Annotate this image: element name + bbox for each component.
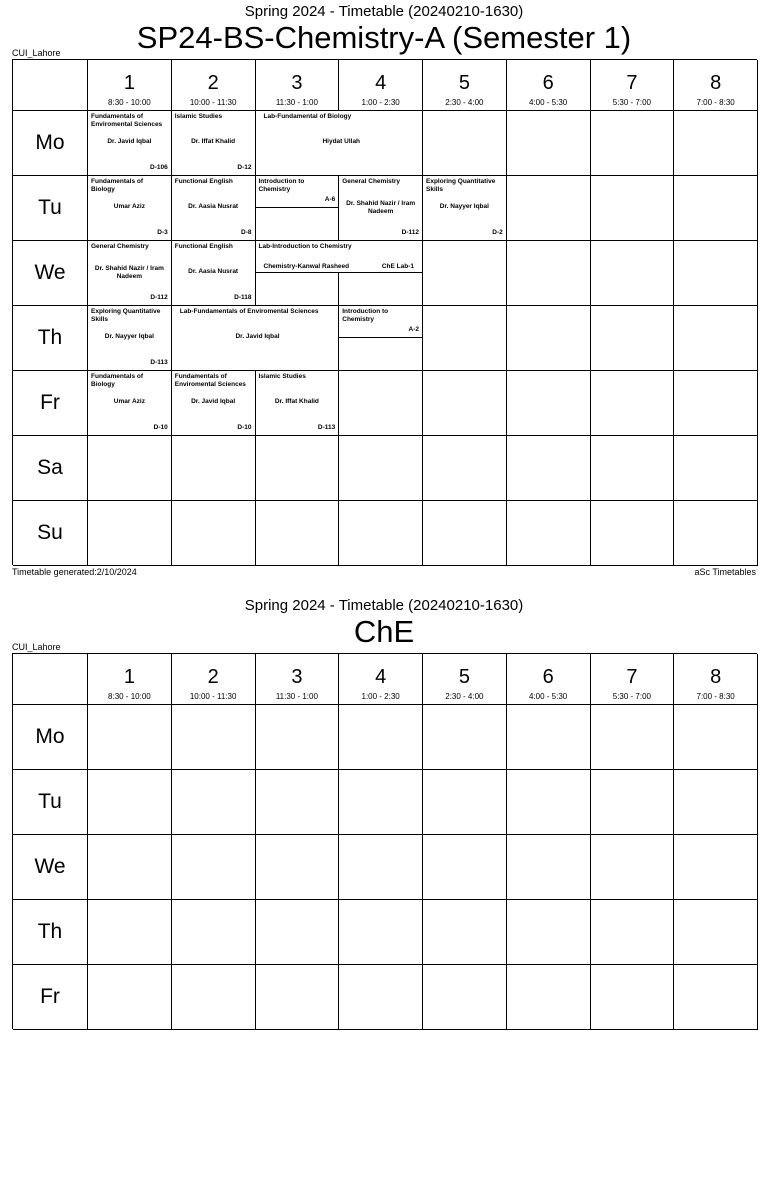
day-header-mo: Mo <box>13 705 88 770</box>
lesson-room: D-112 <box>150 294 168 301</box>
lesson-subject: Fundamentals of Biology <box>91 373 144 388</box>
day-header-tu: Tu <box>13 770 88 835</box>
period-time: 10:00 - 11:30 <box>189 692 237 701</box>
timetable-slot[interactable] <box>88 900 172 965</box>
lesson-subject: Lab-Fundamental of Biology <box>263 113 352 120</box>
lesson-room: D-3 <box>157 229 168 236</box>
timetable-slot[interactable] <box>591 835 675 900</box>
school-name: CUI_Lahore <box>12 642 61 652</box>
timetable-slot[interactable] <box>591 705 675 770</box>
timetable-slot[interactable] <box>88 770 172 835</box>
lesson-room: D-8 <box>241 229 252 236</box>
lesson-card[interactable] <box>256 176 340 208</box>
timetable-slot[interactable] <box>423 835 507 900</box>
timetable-slot[interactable] <box>88 436 172 501</box>
lesson-card[interactable] <box>88 176 172 241</box>
timetable-slot[interactable] <box>591 770 675 835</box>
timetable-sheet <box>0 594 768 1188</box>
lesson-subject: Lab-Fundamentals of Enviromental Sciences <box>179 308 319 315</box>
period-number: 6 <box>542 666 554 688</box>
timetable-title: SP24-BS-Chemistry-A (Semester 1) <box>136 20 632 55</box>
timetable-slot[interactable] <box>88 705 172 770</box>
lesson-card[interactable] <box>172 306 340 371</box>
timetable-slot[interactable] <box>88 965 172 1030</box>
period-number: 7 <box>626 666 638 688</box>
timetable-slot[interactable] <box>423 900 507 965</box>
period-number: 5 <box>458 72 470 94</box>
period-number: 8 <box>710 666 722 688</box>
timetable-slot[interactable] <box>674 501 758 566</box>
timetable-subtitle: Spring 2024 - Timetable (20240210-1630) <box>244 3 524 20</box>
lesson-teacher: Dr. Javid Iqbal <box>107 138 152 145</box>
timetable-slot[interactable] <box>423 965 507 1030</box>
timetable-slot[interactable] <box>423 501 507 566</box>
period-time: 5:30 - 7:00 <box>612 98 651 107</box>
lesson-room: A-6 <box>324 196 336 203</box>
period-number: 5 <box>458 666 470 688</box>
timetable-slot[interactable] <box>423 241 507 306</box>
lesson-subject: Islamic Studies <box>174 113 223 120</box>
lesson-subject: Exploring Quantitative Skills <box>91 308 161 323</box>
period-header-4 <box>339 654 423 705</box>
day-header-fr: Fr <box>13 965 88 1030</box>
lesson-room: A-2 <box>408 326 419 333</box>
lesson-card[interactable] <box>172 111 256 176</box>
period-number: 6 <box>542 72 554 94</box>
timetable-slot[interactable] <box>507 835 591 900</box>
lesson-subject: Functional English <box>174 243 233 250</box>
period-time: 8:30 - 10:00 <box>108 98 151 107</box>
timetable-slot[interactable] <box>88 501 172 566</box>
lesson-card[interactable] <box>172 371 256 436</box>
period-time: 2:30 - 4:00 <box>445 98 484 107</box>
timetable-slot[interactable] <box>339 965 423 1030</box>
timetable-slot[interactable] <box>172 900 256 965</box>
day-header-we: We <box>13 241 88 306</box>
lesson-subject: Lab-Introduction to Chemistry <box>258 243 352 250</box>
lesson-teacher: Dr. Shahid Nazir / Iram Nadeem <box>346 200 416 215</box>
period-time: 10:00 - 11:30 <box>189 98 237 107</box>
timetable-slot[interactable] <box>507 371 591 436</box>
school-name: CUI_Lahore <box>12 48 61 58</box>
timetable-slot[interactable] <box>507 241 591 306</box>
lesson-teacher: Dr. Iffat Khalid <box>274 398 319 405</box>
timetable-subtitle: Spring 2024 - Timetable (20240210-1630) <box>244 597 524 614</box>
lesson-teacher: Dr. Shahid Nazir / Iram Nadeem <box>94 265 164 280</box>
period-time: 8:30 - 10:00 <box>108 692 151 701</box>
period-number: 3 <box>291 72 303 94</box>
period-header-8 <box>674 60 758 111</box>
day-header-su: Su <box>13 501 88 566</box>
timetable-slot[interactable] <box>339 501 423 566</box>
lesson-subject: General Chemistry <box>342 178 401 185</box>
lesson-room: D-10 <box>237 424 252 431</box>
timetable-slot[interactable] <box>339 770 423 835</box>
timetable-slot[interactable] <box>423 770 507 835</box>
timetable-slot[interactable] <box>172 436 256 501</box>
period-time: 11:30 - 1:00 <box>275 98 318 107</box>
period-header-3 <box>256 654 340 705</box>
lesson-teacher: Dr. Iffat Khalid <box>191 138 236 145</box>
period-header-1 <box>88 60 172 111</box>
lesson-card[interactable] <box>423 176 507 241</box>
lesson-teacher: Dr. Nayyer Iqbal <box>439 203 489 210</box>
lesson-card[interactable] <box>256 371 340 436</box>
timetable-slot[interactable] <box>423 111 507 176</box>
period-time: 1:00 - 2:30 <box>361 692 400 701</box>
timetable-slot[interactable] <box>423 306 507 371</box>
lesson-room: D-10 <box>153 424 168 431</box>
timetable-slot[interactable] <box>674 965 758 1030</box>
lesson-subject: Exploring Quantitative Skills <box>426 178 496 193</box>
timetable-slot[interactable] <box>674 306 758 371</box>
lesson-card[interactable] <box>339 306 423 338</box>
lesson-card[interactable] <box>256 111 424 176</box>
timetable-slot[interactable] <box>507 111 591 176</box>
lesson-teacher: Dr. Aasia Nusrat <box>188 203 239 210</box>
timetable-slot[interactable] <box>674 436 758 501</box>
lesson-teacher: Dr. Aasia Nusrat <box>188 268 239 275</box>
timetable-slot[interactable] <box>256 501 340 566</box>
timetable-grid <box>12 653 757 1029</box>
timetable-slot[interactable] <box>674 176 758 241</box>
lesson-card[interactable] <box>88 306 172 371</box>
timetable-slot[interactable] <box>339 705 423 770</box>
lesson-room: D-113 <box>150 359 168 366</box>
timetable-slot[interactable] <box>591 436 675 501</box>
timetable-slot[interactable] <box>591 176 675 241</box>
timetable-slot[interactable] <box>256 436 340 501</box>
lesson-card[interactable] <box>88 111 172 176</box>
period-header-5 <box>423 654 507 705</box>
lesson-room: D-106 <box>150 164 168 171</box>
timetable-slot[interactable] <box>674 835 758 900</box>
timetable-slot[interactable] <box>339 436 423 501</box>
timetable-slot[interactable] <box>256 965 340 1030</box>
lesson-teacher: Dr. Javid Iqbal <box>235 333 280 340</box>
lesson-card[interactable] <box>172 176 256 241</box>
lesson-card[interactable] <box>256 241 424 273</box>
lesson-card[interactable] <box>339 176 423 241</box>
lesson-teacher: Dr. Nayyer Iqbal <box>104 333 154 340</box>
timetable-slot[interactable] <box>507 770 591 835</box>
timetable-slot[interactable] <box>591 241 675 306</box>
timetable-grid <box>12 59 757 565</box>
timetable-slot[interactable] <box>172 835 256 900</box>
period-header-5 <box>423 60 507 111</box>
timetable-slot[interactable] <box>507 306 591 371</box>
timetable-slot[interactable] <box>507 900 591 965</box>
timetable-slot[interactable] <box>591 965 675 1030</box>
lesson-card[interactable] <box>172 241 256 306</box>
period-number: 2 <box>207 666 219 688</box>
period-header-7 <box>591 60 675 111</box>
lesson-room: D-118 <box>234 294 252 301</box>
timetable-title: ChE <box>353 614 415 649</box>
timetable-slot[interactable] <box>423 705 507 770</box>
lesson-teacher: Umar Aziz <box>113 398 145 405</box>
period-header-6 <box>507 654 591 705</box>
timetable-slot[interactable] <box>507 176 591 241</box>
generated-date: Timetable generated:2/10/2024 <box>12 567 137 577</box>
lesson-subject: Introduction to Chemistry <box>258 178 305 193</box>
period-time: 7:00 - 8:30 <box>696 692 735 701</box>
period-number: 4 <box>375 72 387 94</box>
lesson-card[interactable] <box>88 371 172 436</box>
grid-corner-cell <box>13 60 88 111</box>
period-number: 3 <box>291 666 303 688</box>
lesson-teacher: Hiydat Ullah <box>322 138 361 145</box>
period-header-6 <box>507 60 591 111</box>
period-header-7 <box>591 654 675 705</box>
lesson-room: D-12 <box>237 164 252 171</box>
timetable-slot[interactable] <box>256 770 340 835</box>
timetable-slot[interactable] <box>507 436 591 501</box>
timetable-slot[interactable] <box>674 900 758 965</box>
period-header-4 <box>339 60 423 111</box>
period-header-1 <box>88 654 172 705</box>
generator-credit: aSc Timetables <box>694 567 756 577</box>
timetable-slot[interactable] <box>591 111 675 176</box>
period-time: 5:30 - 7:00 <box>612 692 651 701</box>
period-time: 1:00 - 2:30 <box>361 98 400 107</box>
timetable-slot[interactable] <box>591 501 675 566</box>
timetable-slot[interactable] <box>172 965 256 1030</box>
day-header-th: Th <box>13 306 88 371</box>
lesson-subject: Fundamentals of Enviromental Sciences <box>91 113 163 128</box>
timetable-slot[interactable] <box>423 436 507 501</box>
day-header-tu: Tu <box>13 176 88 241</box>
lesson-card[interactable] <box>88 241 172 306</box>
period-header-2 <box>172 654 256 705</box>
timetable-slot[interactable] <box>339 371 423 436</box>
period-header-3 <box>256 60 340 111</box>
timetable-slot[interactable] <box>256 705 340 770</box>
timetable-slot[interactable] <box>674 770 758 835</box>
lesson-subject: Introduction to Chemistry <box>342 308 389 323</box>
lesson-room: D-112 <box>401 229 419 236</box>
lesson-room: D-2 <box>492 229 503 236</box>
period-number: 2 <box>207 72 219 94</box>
lesson-subject: General Chemistry <box>91 243 149 250</box>
timetable-slot[interactable] <box>591 371 675 436</box>
timetable-slot[interactable] <box>674 371 758 436</box>
timetable-slot[interactable] <box>507 965 591 1030</box>
timetable-slot[interactable] <box>591 900 675 965</box>
period-time: 7:00 - 8:30 <box>696 98 735 107</box>
lesson-room: ChE Lab-1 <box>381 263 414 270</box>
timetable-slot[interactable] <box>88 835 172 900</box>
grid-corner-cell <box>13 654 88 705</box>
timetable-slot[interactable] <box>674 705 758 770</box>
period-number: 1 <box>123 72 135 94</box>
lesson-teacher: Chemistry-Kanwal Rasheed <box>263 263 350 270</box>
day-header-fr: Fr <box>13 371 88 436</box>
period-time: 2:30 - 4:00 <box>445 692 484 701</box>
timetable-slot[interactable] <box>256 900 340 965</box>
timetable-slot[interactable] <box>172 705 256 770</box>
lesson-subject: Functional English <box>174 178 233 185</box>
period-header-2 <box>172 60 256 111</box>
timetable-slot[interactable] <box>674 241 758 306</box>
lesson-subject: Islamic Studies <box>258 373 306 380</box>
lesson-subject: Fundamentals of Biology <box>91 178 144 193</box>
timetable-slot[interactable] <box>507 705 591 770</box>
period-time: 4:00 - 5:30 <box>529 692 568 701</box>
lesson-teacher: Umar Aziz <box>113 203 145 210</box>
day-header-th: Th <box>13 900 88 965</box>
period-time: 11:30 - 1:00 <box>275 692 318 701</box>
lesson-subject: Fundamentals of Enviromental Sciences <box>174 373 246 388</box>
day-header-sa: Sa <box>13 436 88 501</box>
timetable-slot[interactable] <box>507 501 591 566</box>
day-header-we: We <box>13 835 88 900</box>
timetable-slot[interactable] <box>172 501 256 566</box>
period-number: 1 <box>123 666 135 688</box>
lesson-teacher: Dr. Javid Iqbal <box>191 398 236 405</box>
period-number: 4 <box>375 666 387 688</box>
timetable-slot[interactable] <box>172 770 256 835</box>
day-header-mo: Mo <box>13 111 88 176</box>
timetable-slot[interactable] <box>339 835 423 900</box>
lesson-room: D-113 <box>317 424 336 431</box>
timetable-slot[interactable] <box>256 835 340 900</box>
period-header-8 <box>674 654 758 705</box>
timetable-slot[interactable] <box>423 371 507 436</box>
period-number: 7 <box>626 72 638 94</box>
period-number: 8 <box>710 72 722 94</box>
timetable-slot[interactable] <box>674 111 758 176</box>
period-time: 4:00 - 5:30 <box>529 98 568 107</box>
timetable-slot[interactable] <box>339 900 423 965</box>
timetable-slot[interactable] <box>591 306 675 371</box>
